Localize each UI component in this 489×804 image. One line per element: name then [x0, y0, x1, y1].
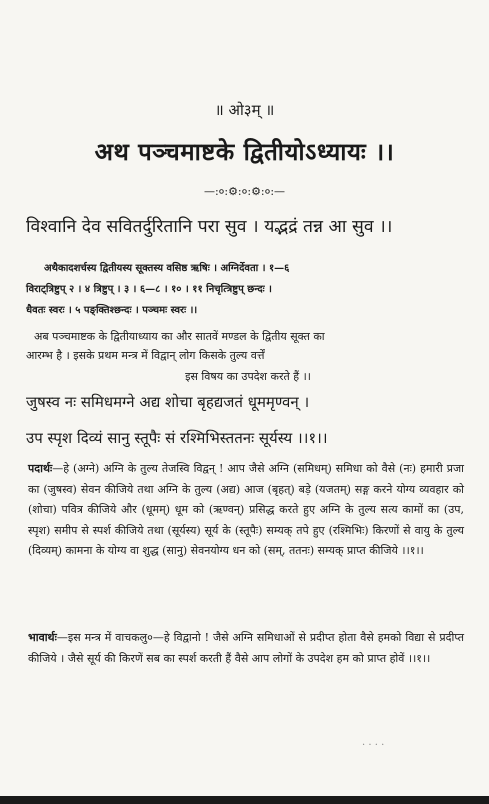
sukta-meta-line-2: विराट्त्रिष्टुप् २ । ४ त्रिष्टुप् । ३ । ६—८ । १० । ११ निचृत्त्रिष्टुप् छन्दः ।: [26, 284, 272, 295]
intro-line-2: आरम्भ है । इसके प्रथम मन्त्र में विद्वान् लोग किसके तुल्य वर्त्तें: [26, 349, 265, 362]
padartha-text: —हे (अग्ने) अग्नि के तुल्य तेजस्वि विद्वन् ! आप जैसे अग्नि (समिधम्) समिधा को वैसे (नः) हमारी प्रजा का (जुषस्व) सेवन कीजिये तथा अग्नि के तुल्य (अद्य) आज (बृहत्) बड़े (यजतम्) सङ्ग करने योग्य व्यवहार को (शोचा) पवित्र कीजिये और (धूमम्) धूम को (ऋण्वन्) प्रसिद्ध करते हुए अग्नि के तुल्य सत्य कामों का (उप, स्पृश) समीप से स्पर्श कीजिये तथा (सूर्यस्य) सूर्य के (स्तूपैः) सम्यक् तपे हुए (रश्मिभिः) किरणों से वायु के तुल्य (दिव्यम्) कामना के योग्य वा शुद्ध (सानु) सेवनयोग्य धन को (सम्, ततनः) सम्यक् प्राप्त कीजिये ।।१।।: [28, 462, 464, 557]
bhavartha-label: भावार्थः: [28, 631, 57, 644]
intro-line-1: अब पञ्चमाष्टक के द्वितीयाध्याय का और सातवें मण्डल के द्वितीय सूक्त का: [34, 330, 325, 343]
chapter-title: अथ पञ्चमाष्टके द्वितीयोऽध्यायः ।।: [94, 137, 395, 166]
padartha-paragraph: [28, 459, 464, 562]
scan-bottom-edge: [0, 796, 489, 804]
mantra-line-1: जुषस्व नः समिधमग्ने अद्य शोचा बृहद्यजतं धूममृण्वन् ।: [26, 393, 310, 411]
om-heading: ॥ ओ३म् ॥: [214, 101, 275, 119]
scan-dots: . . . .: [362, 737, 385, 748]
intro-line-3: इस विषय का उपदेश करते हैं ।।: [185, 370, 311, 383]
padartha-label: पदार्थः: [28, 462, 53, 475]
ornamental-divider: —:०:⚙:०:⚙:०:—: [203, 185, 286, 198]
invocation-mantra: विश्वानि देव सवितर्दुरितानि परा सुव । यद्भद्रं तन्न आ सुव ।।: [26, 217, 393, 237]
bhavartha-paragraph: [28, 628, 464, 669]
bhavartha-text: —इस मन्त्र में वाचकलु०—हे विद्वानो ! जैसे अग्नि समिधाओं से प्रदीप्त होता वैसे हमको विद्या से प्रदीप्त कीजिये । जैसे सूर्य की किरणें सब का स्पर्श करती हैं वैसे आप लोगों के उपदेश हम को प्राप्त होवें ।।१।।: [28, 631, 464, 665]
mantra-line-2: उप स्पृश दिव्यं सानु स्तूपैः सं रश्मिभिस्ततनः सूर्यस्य ।।१।।: [26, 429, 328, 447]
sukta-meta-line-3: धैवतः स्वरः । ५ पङ्क्तिश्छन्दः । पञ्चमः स्वरः ।।: [26, 305, 198, 316]
sukta-meta-line-1: अथैकादशर्चस्य द्वितीयस्य सूक्तस्य वसिष्ठ ऋषिः । अग्निर्देवता । १—६: [44, 263, 290, 274]
